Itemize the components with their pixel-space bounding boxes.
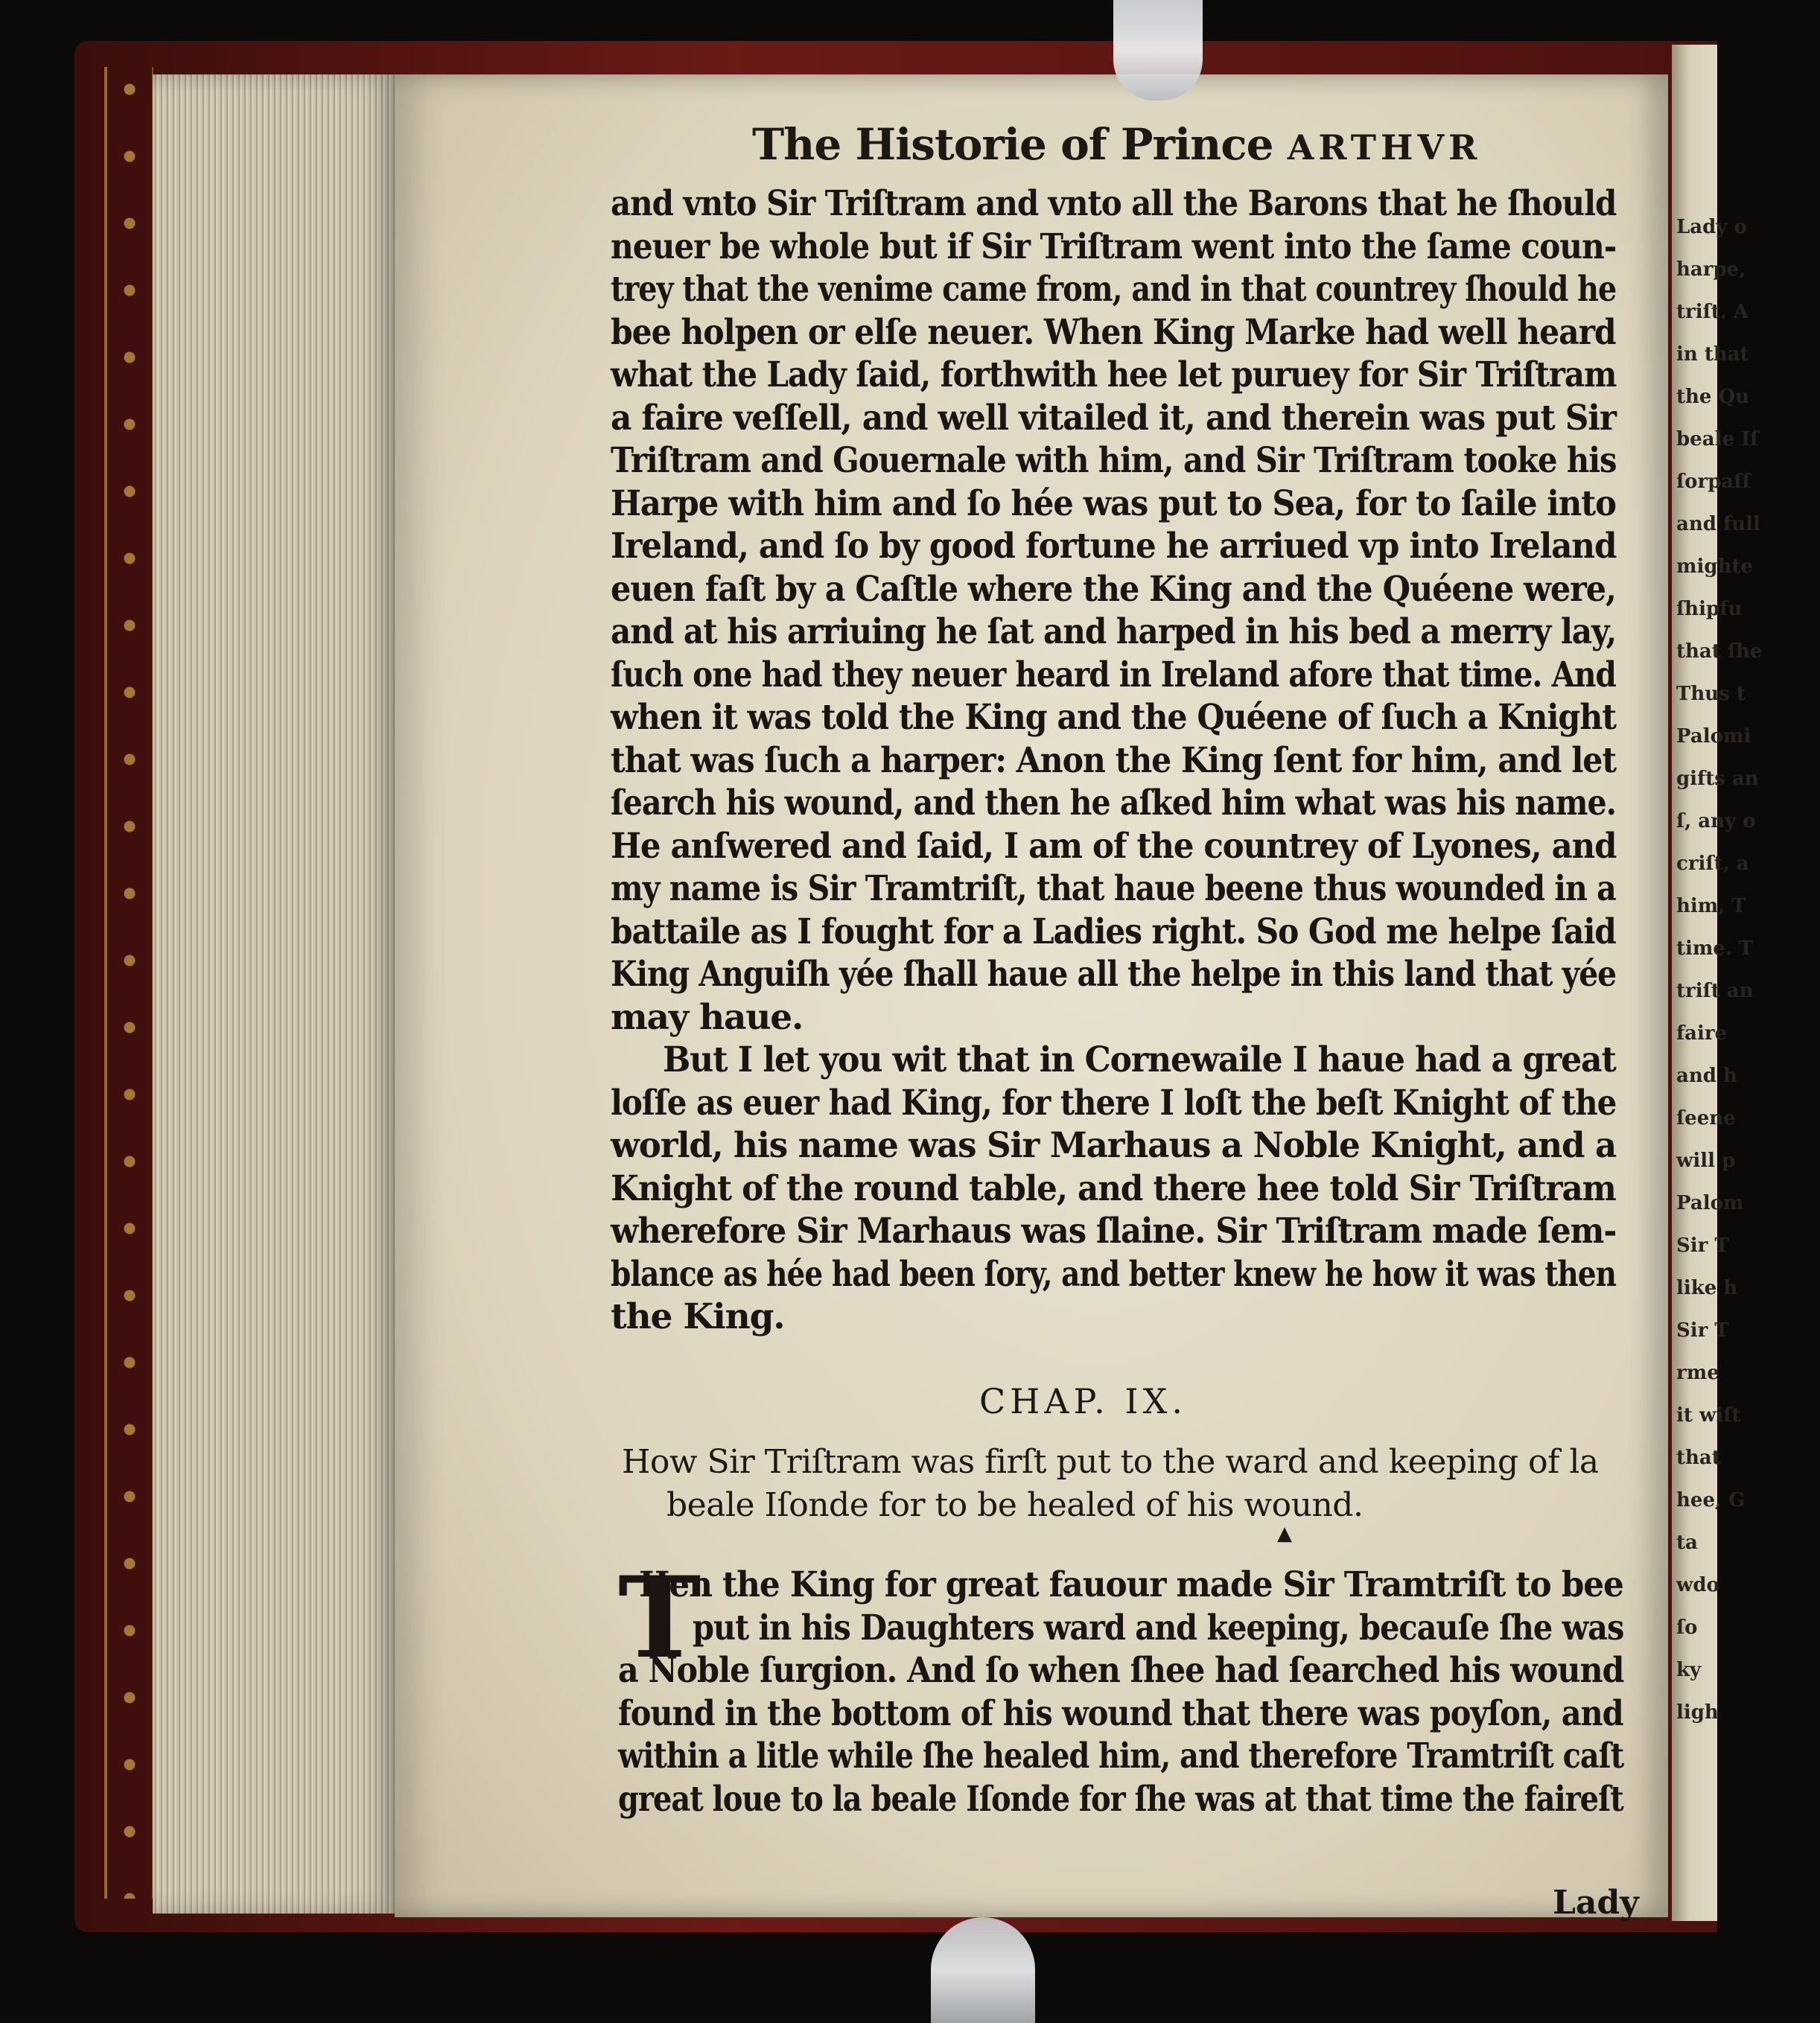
- facing-page-fragment: hee, G: [1676, 1489, 1746, 1511]
- facing-page-fragment: rme: [1676, 1362, 1719, 1384]
- text-line: Ireland, and ſo by good fortune he arriued vp into Ireland: [611, 526, 1617, 567]
- facing-page-fragment: wdo: [1676, 1574, 1719, 1596]
- facing-page-fragment: ſeene: [1676, 1107, 1736, 1130]
- facing-page-fragment: ſo: [1676, 1616, 1698, 1639]
- facing-page-fragment: the Qu: [1676, 386, 1750, 408]
- facing-page-fragment: ligh: [1676, 1701, 1719, 1724]
- text-line: Harpe with him and ſo hée was put to Sea, for to ſaile into: [611, 482, 1616, 524]
- facing-page-fragment: faire: [1676, 1022, 1728, 1045]
- header-title: The Historie of Prince: [752, 119, 1288, 170]
- summary-line: How Sir Triſtram was firſt put to the ward and keeping of la: [622, 1443, 1599, 1481]
- facing-page-fragment: gifts an: [1676, 768, 1759, 790]
- facing-page-fragment: Thus t: [1676, 683, 1746, 705]
- text-line: ſuch one had they neuer heard in Ireland afore that time. And: [611, 654, 1616, 695]
- facing-page-fragment: and h: [1676, 1065, 1737, 1087]
- catchword: Lady: [1553, 1884, 1639, 1922]
- header-title-smallcaps: ARTHVR: [1287, 127, 1482, 168]
- facing-page-fragment: in that: [1676, 343, 1749, 366]
- text-line: the King.: [611, 1296, 785, 1337]
- facing-page-fragment: will p: [1676, 1150, 1736, 1172]
- facing-page-fragment: Sir T: [1676, 1234, 1729, 1257]
- text-line: blance as hée had been ſory, and better knew he how it was then: [611, 1253, 1617, 1295]
- running-header: [752, 119, 1482, 170]
- text-line: He anſwered and ſaid, I am of the countrey of Lyones, and: [611, 825, 1617, 867]
- facing-page-fragment: ſorpaſſ: [1676, 471, 1751, 493]
- text-line: a Noble ſurgion. And ſo when ſhee had ſearched his wound: [618, 1650, 1624, 1691]
- facing-page-fragment: Sir T: [1676, 1319, 1729, 1342]
- text-line: neuer be whole but if Sir Triſtram went into the ſame coun-: [611, 226, 1617, 267]
- text-line: a faire veſſell, and well vitailed it, and therein was put Sir: [611, 397, 1616, 439]
- facing-page-fragment: and full: [1676, 513, 1760, 535]
- facing-page-fragment: triſt. A: [1676, 301, 1749, 323]
- facing-page-fragment: him, T: [1676, 895, 1746, 917]
- text-line: Triſtram and Gouernale with him, and Sir Triſtram tooke his: [611, 440, 1617, 481]
- facing-page-fragment: time. T: [1676, 937, 1754, 960]
- page-block-edge: [153, 74, 398, 1914]
- top-page-clip: [1113, 0, 1203, 101]
- facing-page-fragment: harpe,: [1676, 258, 1746, 281]
- text-line: Knight of the round table, and there hee told Sir Triſtram: [611, 1167, 1616, 1209]
- facing-page-fragment: triſt an: [1676, 980, 1754, 1002]
- text-line: But I let you wit that in Cornewaile I haue had a great: [663, 1039, 1616, 1080]
- text-line: put in his Daughters ward and keeping, becauſe ſhe was: [693, 1607, 1624, 1648]
- facing-page-fragment: ky: [1676, 1659, 1702, 1681]
- facing-page-fragment: it wiſt: [1676, 1404, 1741, 1427]
- passage-text: [611, 182, 1623, 1339]
- facing-page-fragment: ta: [1676, 1532, 1698, 1554]
- text-line: and vnto Sir Triſtram and vnto all the Barons that he ſhould: [611, 183, 1617, 224]
- text-line: ſearch his wound, and then he aſked him what was his name.: [611, 783, 1616, 823]
- text-line: within a litle while ſhe healed him, and therefore Tramtriſt caſt: [618, 1736, 1624, 1777]
- ornament-icon: ▲: [1277, 1523, 1292, 1545]
- facing-page-fragment: Palom: [1676, 1192, 1744, 1214]
- text-line: great loue to la beale Iſonde for ſhe was at that time the faireſt: [618, 1778, 1623, 1820]
- text-line: and at his arriuing he ſat and harped in his bed a merry lay,: [611, 611, 1617, 652]
- text-line: loſſe as euer had King, for there I loſt the beſt Knight of the: [611, 1082, 1617, 1124]
- facing-page-fragment: that: [1676, 1447, 1721, 1469]
- facing-page-fragment: mighte: [1676, 555, 1754, 578]
- text-line: wherefore Sir Marhaus was ſlaine. Sir Triſtram made ſem-: [611, 1211, 1617, 1252]
- facing-page-fragment: ſhipfu: [1676, 598, 1743, 620]
- facing-page-fragment: that ſhe: [1676, 640, 1763, 663]
- text-line: found in the bottom of his wound that there was poyſon, and: [618, 1692, 1623, 1734]
- facing-page-fragment: beale Iſ: [1676, 428, 1759, 450]
- text-line: King Anguiſh yée ſhall haue all the helpe in this land that yée: [611, 954, 1617, 995]
- text-line: may haue.: [611, 996, 804, 1038]
- facing-page-fragment: ſ, any o: [1676, 810, 1756, 832]
- chapter-text: [618, 1552, 1631, 1820]
- text-line: bee holpen or elſe neuer. When King Marke had well heard: [611, 311, 1616, 353]
- text-line: trey that the venime came from, and in that countrey ſhould he: [611, 269, 1617, 310]
- chapter-summary: [622, 1441, 1605, 1527]
- facing-page-fragment: criſt, a: [1676, 853, 1749, 875]
- text-line: my name is Sir Tramtriſt, that haue beene thus wounded in a: [611, 868, 1616, 909]
- facing-page-fragment: like h: [1676, 1277, 1738, 1299]
- text-line: euen faſt by a Caſtle where the King and the Quéene were,: [611, 568, 1616, 610]
- facing-page-fragment: Lady o: [1676, 216, 1747, 238]
- bottom-page-clip: [931, 1917, 1035, 2023]
- facing-page-fragment: Palomi: [1676, 725, 1751, 748]
- text-line: world, his name was Sir Marhaus a Noble Knight, and a: [611, 1125, 1617, 1166]
- text-line: what the Lady ſaid, forthwith hee let puruey for Sir Triſtram: [611, 354, 1617, 395]
- text-line: battaile as I fought for a Ladies right. So God me helpe ſaid: [611, 911, 1616, 952]
- chapter-heading: CHAP. IX.: [979, 1381, 1187, 1421]
- text-line: when it was told the King and the Quéene of ſuch a Knight: [611, 697, 1616, 738]
- summary-line: beale Iſonde for to be healed of his wound.: [666, 1486, 1364, 1524]
- text-line: that was ſuch a harper: Anon the King ſent for him, and let: [611, 739, 1616, 781]
- text-line: Hen the King for great fauour made Sir Tramtriſt to bee: [639, 1564, 1623, 1605]
- gilt-tooling: [104, 67, 153, 1899]
- drop-capital: T: [618, 1552, 701, 1683]
